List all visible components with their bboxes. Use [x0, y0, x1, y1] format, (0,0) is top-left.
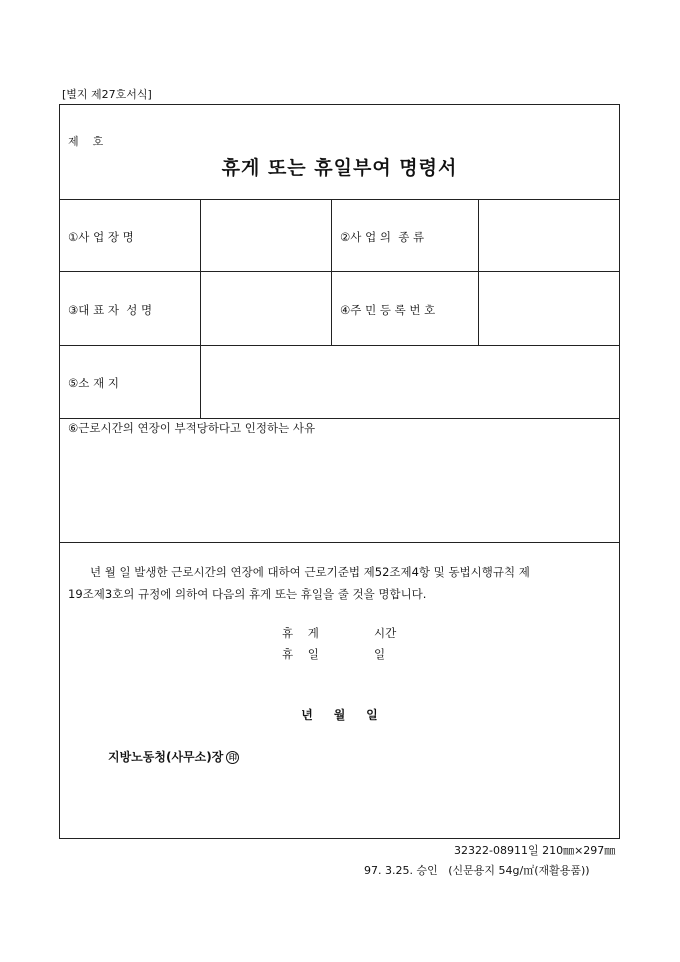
address-label: ⑤소 재 지 — [68, 376, 119, 390]
approval-note: 97. 3.25. 승인 (신문용지 54g/㎡(재활용품)) — [364, 864, 590, 877]
order-text-line-1: 년 월 일 발생한 근로시간의 연장에 대하여 근로기준법 제52조제4항 및 동법시행규칙 제 — [90, 565, 530, 579]
resident-number-label: ④주 민 등 록 번 호 — [340, 303, 436, 317]
issuer-name: 지방노동청(사무소)장 — [108, 750, 224, 764]
rest-label: 휴 게 — [282, 626, 319, 640]
divider — [60, 542, 619, 543]
order-form — [59, 104, 620, 839]
holiday-label: 휴 일 — [282, 647, 319, 661]
representative-label: ③대 표 자 성 명 — [68, 303, 153, 317]
order-text-line-2: 19조제3호의 규정에 의하여 다음의 휴게 또는 휴일을 줄 것을 명합니다. — [68, 587, 427, 601]
form-number-label: [별지 제27호서식] — [62, 88, 152, 101]
address-field[interactable] — [200, 345, 620, 418]
reason-field[interactable] — [60, 438, 620, 542]
document-number-label: 제 호 — [68, 135, 104, 148]
signature-line — [108, 748, 239, 765]
page-title: 휴게 또는 휴일부여 명령서 — [221, 157, 458, 179]
representative-field[interactable] — [200, 271, 331, 345]
business-name-label: ①사 업 장 명 — [68, 230, 134, 244]
divider — [60, 418, 619, 419]
issue-date: 년 월 일 — [301, 708, 378, 722]
seal-stamp: 印 — [226, 751, 239, 764]
form-code: 32322-08911일 210㎜×297㎜ — [454, 844, 616, 857]
business-name-field[interactable] — [200, 199, 331, 271]
business-type-field[interactable] — [478, 199, 620, 271]
holiday-unit: 일 — [374, 647, 386, 661]
reason-label: ⑥근로시간의 연장이 부적당하다고 인정하는 사유 — [68, 421, 316, 435]
resident-number-field[interactable] — [478, 271, 620, 345]
business-type-label: ②사 업 의 종 류 — [340, 230, 425, 244]
divider — [331, 199, 332, 345]
rest-unit: 시간 — [374, 626, 397, 640]
